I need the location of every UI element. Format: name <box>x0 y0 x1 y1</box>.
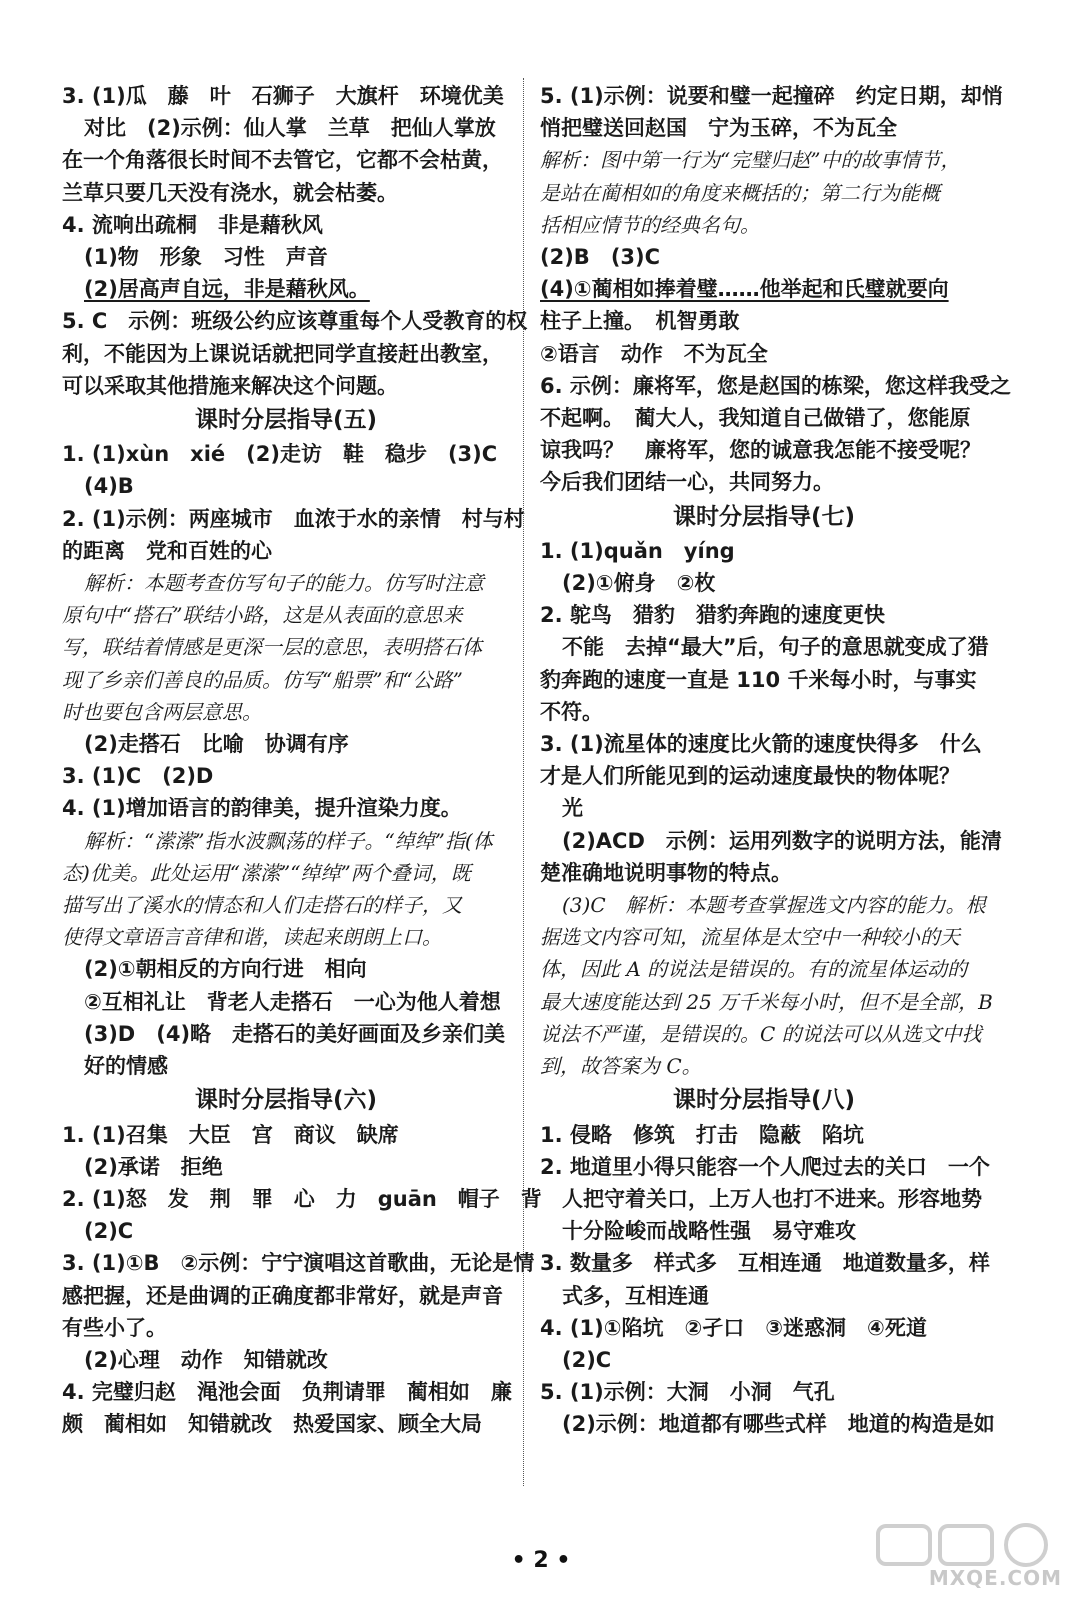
answer-line: 不符。 <box>540 699 603 724</box>
analysis-line: 描写出了溪水的情态和人们走搭石的样子，又 <box>62 893 462 918</box>
answer-line: 十分险峻而战略性强 易守难攻 <box>562 1219 856 1244</box>
analysis-line: 体，因此 A 的说法是错误的。有的流星体运动的 <box>540 957 968 982</box>
analysis-line: 解析：图中第一行为“完璧归赵”中的故事情节， <box>540 148 961 173</box>
answer-line: 人把守着关口，上万人也打不进来。形容地势 <box>562 1186 982 1211</box>
answer-line: 2. 地道里小得只能容一个人爬过去的关口 一个 <box>540 1154 990 1179</box>
answer-line: 可以采取其他措施来解决这个问题。 <box>62 373 398 398</box>
analysis-line: 到，故答案为 C。 <box>540 1054 702 1079</box>
analysis-line: (3)C 解析：本题考查掌握选文内容的能力。根 <box>562 893 986 918</box>
section-heading: 课时分层指导(八) <box>672 1087 856 1114</box>
answer-line: 3. 数量多 样式多 互相连通 地道数量多，样 <box>540 1251 990 1276</box>
section-heading: 课时分层指导(七) <box>672 503 856 530</box>
answer-line: 兰草只要几天没有浇水，就会枯萎。 <box>62 180 398 205</box>
answer-line: 1. 侵略 修筑 打击 隐蔽 陷坑 <box>540 1122 864 1147</box>
answer-line: 颇 蔺相如 知错就改 热爱国家、顾全大局 <box>62 1412 482 1437</box>
answer-line: 2. (1)示例：两座城市 血浓于水的亲情 村与村 <box>62 506 525 531</box>
answer-line: 在一个角落很长时间不去管它，它都不会枯黄， <box>62 148 503 173</box>
answer-line: 4. 完璧归赵 渑池会面 负荆请罪 蔺相如 廉 <box>62 1380 512 1405</box>
answer-line: 1. (1)quǎn yíng <box>540 538 735 563</box>
answer-line: 对比 (2)示例：仙人掌 兰草 把仙人掌放 <box>84 116 496 141</box>
answer-line: (2)C <box>84 1219 134 1244</box>
watermark-text: MXQE.COM <box>928 1566 1062 1590</box>
answer-line: 2. (1)怒 发 荆 罪 心 力 guān 帽子 背 <box>62 1186 542 1211</box>
answer-line: (2)①朝相反的方向行进 相向 <box>84 957 367 982</box>
analysis-line: 说法不严谨，是错误的。C 的说法可以从选文中找 <box>540 1021 982 1046</box>
answer-line: 楚准确地说明事物的特点。 <box>540 860 792 885</box>
answer-line: (2)①俯身 ②枚 <box>562 571 716 596</box>
answer-line: ②语言 动作 不为瓦全 <box>540 341 768 366</box>
answer-line: 5. C 示例：班级公约应该尊重每个人受教育的权 <box>62 309 528 334</box>
analysis-line: 解析：“潆潆”指水波飘荡的样子。“绰绰”指(体 <box>84 828 493 853</box>
analysis-line: 据选文内容可知，流星体是太空中一种较小的天 <box>540 925 960 950</box>
answer-line: 2. 鸵鸟 猎豹 猎豹奔跑的速度更快 <box>540 603 885 628</box>
answer-line: (2)示例：地道都有哪些式样 地道的构造是如 <box>562 1412 995 1437</box>
answer-line: 3. (1)①B ②示例：宁宁演唱这首歌曲，无论是情 <box>62 1251 535 1276</box>
answer-line: 有些小了。 <box>62 1315 167 1340</box>
answer-line: 6. 示例：廉将军，您是赵国的栋梁，您这样我受之 <box>540 373 1011 398</box>
answer-line: 好的情感 <box>84 1054 168 1079</box>
answer-line: 4. (1)增加语言的韵律美，提升渲染力度。 <box>62 796 462 821</box>
answer-line: 式多，互相连通 <box>562 1283 709 1308</box>
answer-line: 3. (1)C (2)D <box>62 764 214 789</box>
analysis-line: 原句中“搭石”联结小路，这是从表面的意思来 <box>62 603 463 628</box>
left-column <box>62 80 542 1441</box>
answer-line: 豹奔跑的速度一直是 110 千米每小时，与事实 <box>540 667 977 692</box>
answer-line: (1)物 形象 习性 声音 <box>84 245 328 270</box>
answer-line: 3. (1)流星体的速度比火箭的速度快得多 什么 <box>540 732 982 757</box>
analysis-line: 现了乡亲们善良的品质。仿写“船票”和“公路” <box>62 667 463 692</box>
answer-line: 利，不能因为上课说话就把同学直接赶出教室， <box>62 341 503 366</box>
analysis-line: 态)优美。此处运用“潆潆”“绰绰”两个叠词，既 <box>62 860 471 885</box>
answer-line: (3)D (4)略 走搭石的美好画面及乡亲们美 <box>84 1021 506 1046</box>
right-column <box>540 80 1011 1441</box>
answer-line: 悄把璧送回赵国 宁为玉碎，不为瓦全 <box>540 116 897 141</box>
answer-line: (2)B (3)C <box>540 245 661 270</box>
section-heading: 课时分层指导(五) <box>194 407 378 434</box>
answer-line: (4)①蔺相如捧着璧……他举起和氏璧就要向 <box>540 277 949 302</box>
analysis-line: 是站在蔺相如的角度来概括的；第二行为能概 <box>540 180 940 205</box>
answer-line: (2)走搭石 比喻 协调有序 <box>84 732 349 757</box>
answer-line: (2)C <box>562 1347 612 1372</box>
answer-line: 不起啊。 蔺大人，我知道自己做错了，您能原 <box>540 406 971 431</box>
analysis-line: 括相应情节的经典名句。 <box>540 212 760 237</box>
answer-line: 感把握，还是曲调的正确度都非常好，就是声音 <box>62 1283 503 1308</box>
answer-line: 4. 流响出疏桐 非是藉秋风 <box>62 212 323 237</box>
answer-line: 才是人们所能见到的运动速度最快的物体呢？ <box>540 764 960 789</box>
answer-line: (2)ACD 示例：运用列数字的说明方法，能清 <box>562 828 1002 853</box>
answer-line: 5. (1)示例：说要和璧一起撞碎 约定日期，却悄 <box>540 84 1003 108</box>
answer-line: (2)居高声自远，非是藉秋风。 <box>84 277 370 302</box>
answer-line: 1. (1)召集 大臣 宫 商议 缺席 <box>62 1122 399 1147</box>
answer-line: ②互相礼让 背老人走搭石 一心为他人着想 <box>84 989 501 1014</box>
answer-line: (2)承诺 拒绝 <box>84 1154 223 1179</box>
analysis-line: 时也要包含两层意思。 <box>62 699 262 724</box>
answer-line: 3. (1)瓜 藤 叶 石狮子 大旗杆 环境优美 <box>62 84 504 108</box>
analysis-line: 最大速度能达到 25 万千米每小时，但不是全部，B <box>540 989 993 1014</box>
answer-line: 不能 去掉“最大”后，句子的意思就变成了猎 <box>562 635 989 660</box>
answer-line: 1. (1)xùn xié (2)走访 鞋 稳步 (3)C <box>62 442 498 467</box>
analysis-line: 解析：本题考查仿写句子的能力。仿写时注意 <box>84 571 484 596</box>
answer-line: 5. (1)示例：大洞 小洞 气孔 <box>540 1380 835 1405</box>
section-heading: 课时分层指导(六) <box>194 1087 378 1114</box>
answer-line: 今后我们团结一心，共同努力。 <box>540 470 834 495</box>
analysis-line: 写，联结着情感是更深一层的意思，表明搭石体 <box>62 635 482 660</box>
column-divider <box>523 78 524 1486</box>
answer-line: 光 <box>562 796 583 821</box>
answer-line: 4. (1)①陷坑 ②孑口 ③迷惑洞 ④死道 <box>540 1315 927 1340</box>
answer-line: 谅我吗？ 廉将军，您的诚意我怎能不接受呢？ <box>540 438 981 463</box>
answer-line: 的距离 党和百姓的心 <box>62 538 272 563</box>
answer-line: (4)B <box>84 474 134 499</box>
page-number: • 2 • <box>511 1548 571 1573</box>
analysis-line: 使得文章语言音律和谐，读起来朗朗上口。 <box>62 925 442 950</box>
answer-line: 柱子上撞。 机智勇敢 <box>540 309 740 334</box>
answer-line: (2)心理 动作 知错就改 <box>84 1347 328 1372</box>
